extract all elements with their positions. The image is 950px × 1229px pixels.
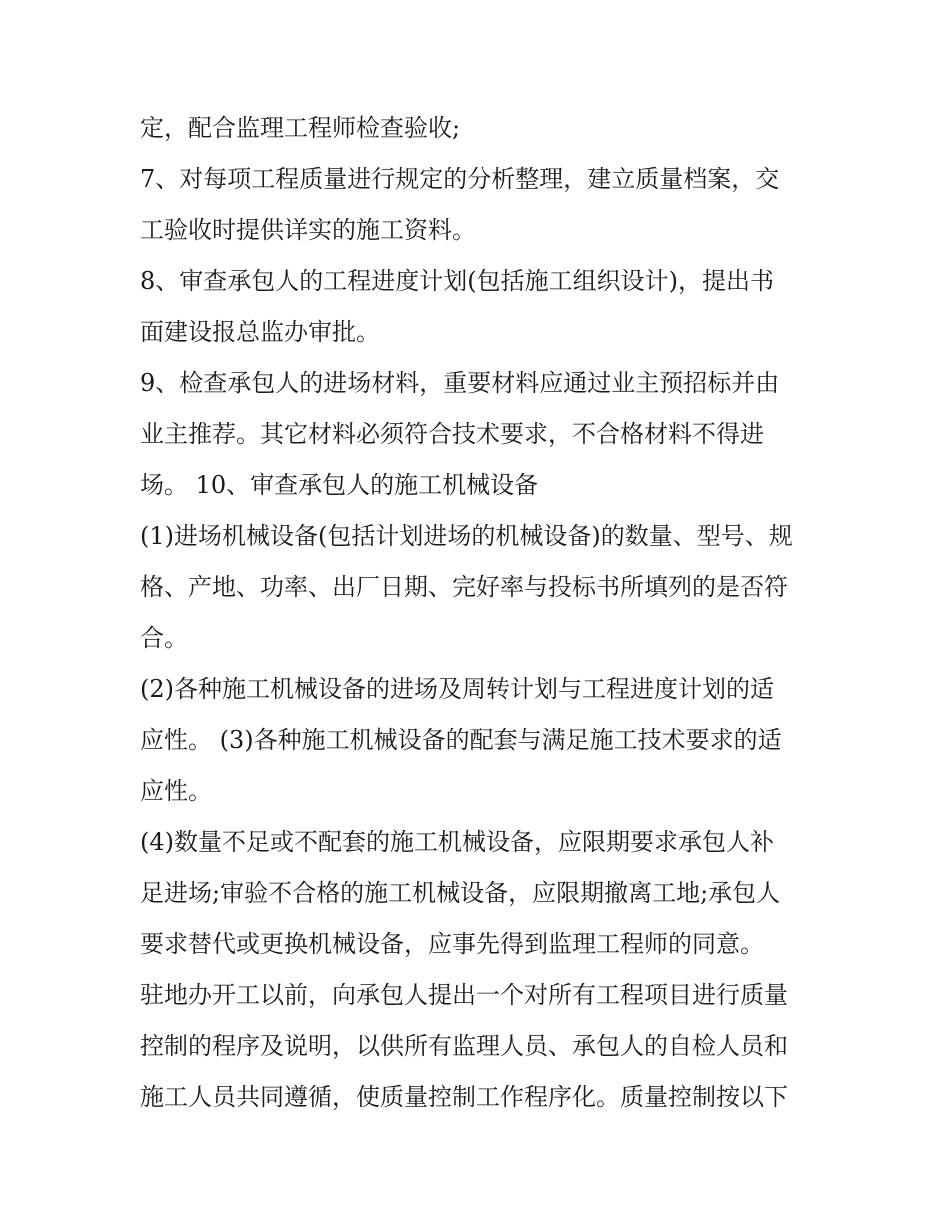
text-line: (2)各种施工机械设备的进场及周转计划与工程进度计划的适 (140, 675, 774, 703)
text-line: 8、审查承包人的工程进度计划(包括施工组织设计)，提出书 (140, 267, 774, 295)
text-line: 定，配合监理工程师检查验收; (140, 114, 461, 142)
text-line: 面建设报总监办审批。 (140, 318, 380, 346)
text-line: 9、检查承包人的进场材料，重要材料应通过业主预招标并由 (140, 369, 780, 397)
text-line: 控制的程序及说明，以供所有监理人员、承包人的自检人员和 (140, 1032, 788, 1060)
text-line: (1)进场机械设备(包括计划进场的机械设备)的数量、型号、规 (140, 522, 793, 550)
text-line: 施工人员共同遵循，使质量控制工作程序化。质量控制按以下 (140, 1083, 788, 1111)
text-line: 足进场;审验不合格的施工机械设备，应限期撤离工地;承包人 (140, 879, 781, 907)
text-line: 7、对每项工程质量进行规定的分析整理，建立质量档案，交 (140, 165, 780, 193)
text-line: (4)数量不足或不配套的施工机械设备，应限期要求承包人补 (140, 828, 774, 856)
text-line: 格、产地、功率、出厂日期、完好率与投标书所填列的是否符 (140, 573, 788, 601)
text-line: 业主推荐。其它材料必须符合技术要求，不合格材料不得进 (140, 420, 764, 448)
text-line: 要求替代或更换机械设备，应事先得到监理工程师的同意。 (140, 930, 764, 958)
text-line: 场。 10、审查承包人的施工机械设备 (140, 471, 539, 499)
text-line: 驻地办开工以前，向承包人提出一个对所有工程项目进行质量 (140, 981, 788, 1009)
text-line: 工验收时提供详实的施工资料。 (140, 216, 476, 244)
text-line: 应性。 (3)各种施工机械设备的配套与满足施工技术要求的适 (140, 726, 782, 754)
text-line: 应性。 (140, 777, 212, 805)
text-line: 合。 (140, 624, 188, 652)
